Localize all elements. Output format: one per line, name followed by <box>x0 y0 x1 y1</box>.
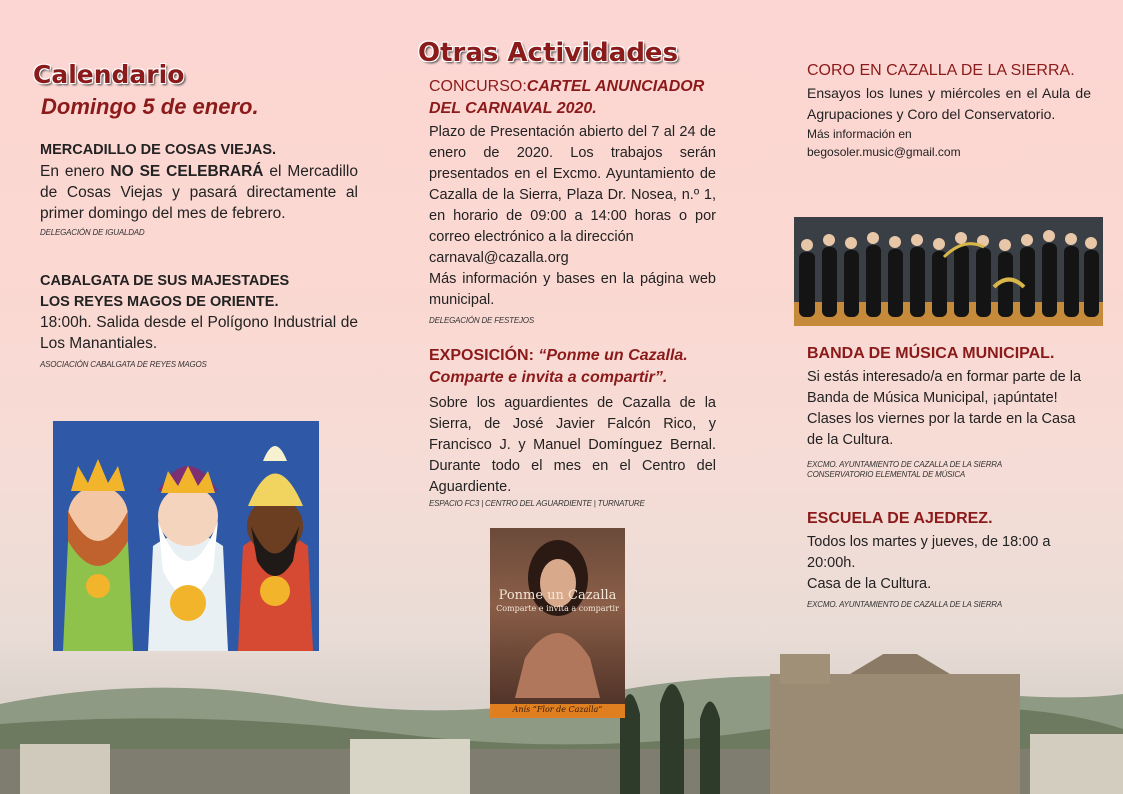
exhibition-poster <box>490 528 625 718</box>
three-kings-illustration <box>53 421 319 651</box>
contest-more-info: Más información y bases en la página web municipal. <box>429 271 716 308</box>
band-title: BANDA DE MÚSICA MUNICIPAL. <box>807 345 1055 362</box>
calendar-date: Domingo 5 de enero. <box>41 94 259 119</box>
exhibition-section <box>429 345 716 508</box>
event-parade <box>40 270 358 369</box>
choir-title: CORO EN CAZALLA DE LA SIERRA. <box>807 62 1075 79</box>
event-description: 18:00h. Salida desde el Polígono Industrial de Los Manantiales. <box>40 314 358 352</box>
calendar-column <box>33 60 358 369</box>
chess-organizer: EXCMO. AYUNTAMIENTO DE CAZALLA DE LA SIERRA <box>807 600 1002 609</box>
exhibition-organizer: ESPACIO FC3 | CENTRO DEL AGUARDIENTE | TURNATURE <box>429 499 645 508</box>
event-description: En enero NO SE CELEBRARÁ el Mercadillo de Cosas Viejas y pasará directamente al primer domingo del mes de febrero. <box>40 163 358 222</box>
chess-section <box>807 508 1091 609</box>
choir-info-label: Más información en <box>807 127 912 141</box>
chess-title: ESCUELA DE AJEDREZ. <box>807 510 993 527</box>
poster-subtitle: Comparte e invita a compartir <box>496 604 619 613</box>
event-title-line1: CABALGATA DE SUS MAJESTADES <box>40 273 290 289</box>
event-title-line2: LOS REYES MAGOS DE ORIENTE. <box>40 294 279 310</box>
event-organizer: ASOCIACIÓN CABALGATA DE REYES MAGOS <box>40 360 207 369</box>
groups-column <box>807 60 1091 161</box>
band-organizer-1: EXCMO. AYUNTAMIENTO DE CAZALLA DE LA SIERRA <box>807 460 1002 469</box>
band-organizer-2: CONSERVATORIO ELEMENTAL DE MÚSICA <box>807 470 966 479</box>
band-section <box>807 343 1091 480</box>
activities-column <box>418 38 718 508</box>
choir-email-link[interactable]: begosoler.music@gmail.com <box>807 145 961 159</box>
contest-description: Plazo de Presentación abierto del 7 al 24 de enero de 2020. Los trabajos serán presentados en el Excmo. Ayuntamiento de Cazalla de la Sierra, Plaza Dr. Nosea, n.º 1, en horario de 09:00 a 14:00 horas o por correo electrónico a la dirección <box>429 124 716 245</box>
band-description: Si estás interesado/a en formar parte de la Banda de Música Municipal, ¡apúntate! Clases los viernes por la tarde en la Casa de la Cultura. <box>807 369 1082 448</box>
event-flea-market <box>40 140 358 237</box>
contest-title: CONCURSO:CARTEL ANUNCIADOR DEL CARNAVAL 2020. <box>429 78 705 117</box>
exhibition-title: EXPOSICIÓN: “Ponme un Cazalla. Comparte e invita a compartir”. <box>429 347 688 386</box>
contest-email-link[interactable]: carnaval@cazalla.org <box>429 250 569 266</box>
event-organizer: DELEGACIÓN DE IGUALDAD <box>40 228 145 237</box>
choir-description: Ensayos los lunes y miércoles en el Aula de Agrupaciones y Coro del Conservatorio. <box>807 85 1091 122</box>
poster-footer: Anís “Flor de Cazalla” <box>512 705 603 714</box>
event-title: MERCADILLO DE COSAS VIEJAS. <box>40 142 277 158</box>
groups-column-lower <box>807 343 1091 609</box>
exhibition-description: Sobre los aguardientes de Cazalla de la Sierra, de José Javier Falcón Rico, y Francisco J. y Manuel Domínguez Bernal. Durante todo el mes en el Centro del Aguardiente. <box>429 395 716 495</box>
activities-heading: Otras Actividades <box>418 38 679 68</box>
municipal-band-photo <box>794 217 1103 326</box>
chess-schedule: Todos los martes y jueves, de 18:00 a 20:00h. <box>807 534 1051 571</box>
contest-organizer: DELEGACIÓN DE FESTEJOS <box>429 316 534 325</box>
choir-section <box>807 60 1091 161</box>
poster-title: Ponme un Cazalla <box>498 588 617 603</box>
calendar-heading: Calendario <box>33 60 185 89</box>
chess-location: Casa de la Cultura. <box>807 576 932 592</box>
contest-section <box>429 76 716 325</box>
